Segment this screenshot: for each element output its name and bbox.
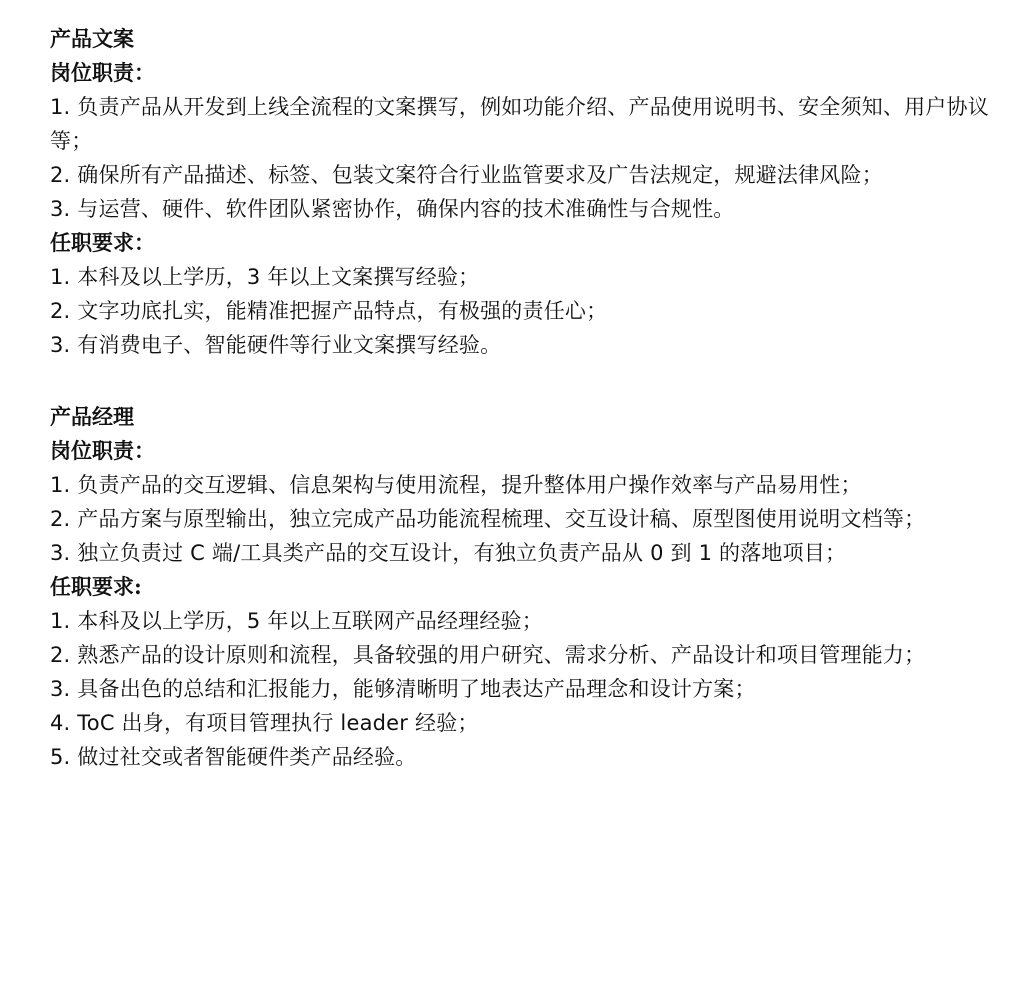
list-item: 1. 负责产品从开发到上线全流程的文案撰写，例如功能介绍、产品使用说明书、安全须知、用户协议等； (50, 95, 989, 153)
job-section-product-manager (50, 400, 1024, 774)
list-item: 1. 本科及以上学历，3 年以上文案撰写经验； (50, 265, 480, 289)
job-title: 产品经理 (50, 404, 134, 429)
list-item: 3. 有消费电子、智能硬件等行业文案撰写经验。 (50, 333, 502, 357)
job-title: 产品文案 (50, 26, 134, 51)
list-item: 5. 做过社交或者智能硬件类产品经验。 (50, 745, 417, 769)
responsibilities-list (50, 468, 1024, 570)
list-item: 2. 确保所有产品描述、标签、包装文案符合行业监管要求及广告法规定，规避法律风险； (50, 163, 883, 187)
list-item: 1. 负责产品的交互逻辑、信息架构与使用流程，提升整体用户操作效率与产品易用性； (50, 473, 862, 497)
requirements-heading: 任职要求: (50, 574, 142, 599)
job-section-copywriter (50, 22, 1024, 362)
requirements-list (50, 604, 1024, 774)
list-item: 4. ToC 出身，有项目管理执行 leader 经验； (50, 711, 479, 735)
requirements-heading: 任职要求： (50, 230, 155, 255)
list-item: 2. 文字功底扎实，能精准把握产品特点，有极强的责任心； (50, 299, 608, 323)
list-item: 3. 与运营、硬件、软件团队紧密协作，确保内容的技术准确性与合规性。 (50, 197, 735, 221)
requirements-list (50, 260, 1024, 362)
list-item: 1. 本科及以上学历，5 年以上互联网产品经理经验； (50, 609, 543, 633)
list-item: 3. 具备出色的总结和汇报能力，能够清晰明了地表达产品理念和设计方案； (50, 677, 756, 701)
list-item: 2. 熟悉产品的设计原则和流程，具备较强的用户研究、需求分析、产品设计和项目管理能力； (50, 643, 926, 667)
responsibilities-heading: 岗位职责： (50, 438, 155, 463)
list-item: 3. 独立负责过 C 端/工具类产品的交互设计，有独立负责产品从 0 到 1 的落地项目； (50, 541, 847, 565)
list-item: 2. 产品方案与原型输出，独立完成产品功能流程梳理、交互设计稿、原型图使用说明文档等； (50, 507, 926, 531)
responsibilities-list (50, 90, 1024, 226)
responsibilities-heading: 岗位职责： (50, 60, 155, 85)
